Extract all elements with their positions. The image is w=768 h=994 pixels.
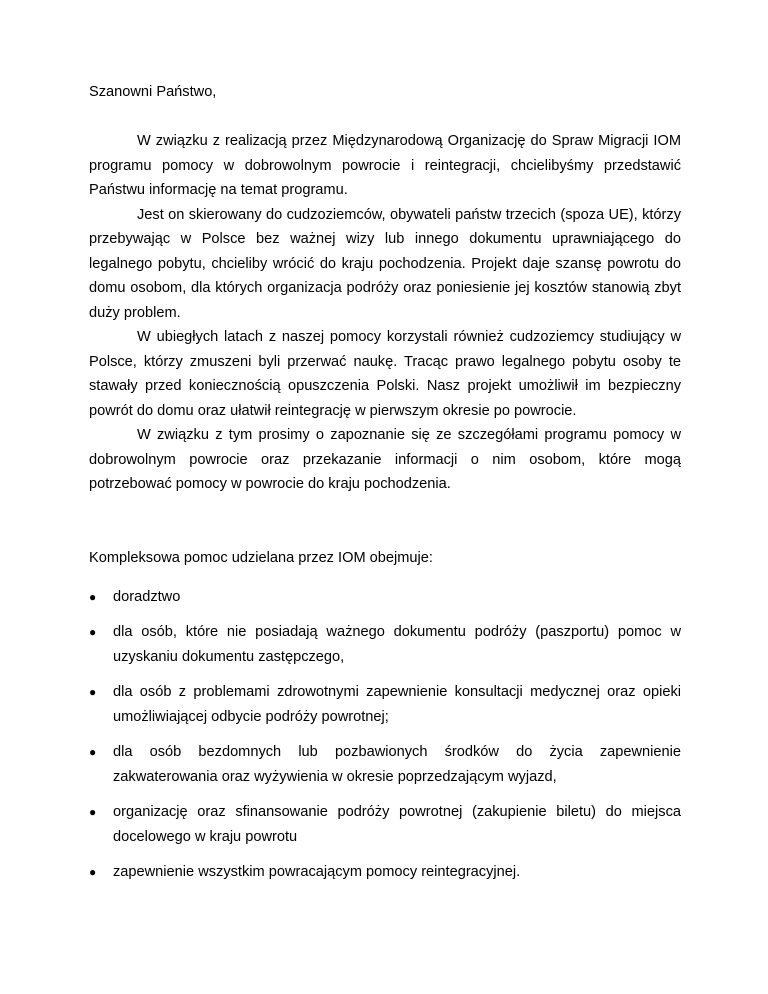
bullet-icon: ● [89,590,97,604]
list-item [89,740,681,790]
list-item [89,860,681,885]
paragraph: Jest on skierowany do cudzoziemców, obywateli państw trzecich (spoza UE), którzy przebywając w Polsce bez ważnej wizy lub innego dokumentu uprawniającego do legalnego pobytu, chcieliby wrócić do kraju pochodzenia. Projekt daje szansę powrotu do domu osobom, dla których organizacja podróży oraz poniesienie jej kosztów stanowią zbyt duży problem. [89,206,681,321]
list-intro: Kompleksowa pomoc udzielana przez IOM obejmuje: [89,549,433,566]
list-item [89,680,681,730]
paragraph-spacer [89,497,681,546]
list-item-text: doradztwo [113,589,181,605]
list-item [89,620,681,670]
bullet-icon: ● [89,745,97,759]
bullet-icon: ● [89,805,97,819]
list-item [89,800,681,850]
bullet-icon: ● [89,685,97,699]
list-item-text: dla osób z problemami zdrowotnymi zapewnienie konsultacji medycznej oraz opieki umożliwiającej odbycie podróży powrotnej; [113,684,681,725]
greeting: Szanowni Państwo, [89,84,217,100]
list-item [89,585,681,610]
paragraph: W związku z tym prosimy o zapoznanie się ze szczegółami programu pomocy w dobrowolnym powrocie oraz przekazanie informacji o nim osobom, które mogą potrzebować pomocy w powrocie do kraju pochodzenia. [89,427,681,492]
paragraph: W związku z realizacją przez Międzynarodową Organizację do Spraw Migracji IOM programu pomocy w dobrowolnym powrocie i reintegracji, chcielibyśmy przedstawić Państwu informację na temat programu. [89,133,681,198]
list-item-text: zapewnienie wszystkim powracającym pomocy reintegracyjnej. [113,864,521,880]
list-item-text: dla osób, które nie posiadają ważnego dokumentu podróży (paszportu) pomoc w uzyskaniu dokumentu zastępczego, [113,624,681,665]
bullet-icon: ● [89,865,97,879]
letter-body [89,80,681,895]
paragraph: W ubiegłych latach z naszej pomocy korzystali również cudzoziemcy studiujący w Polsce, którzy zmuszeni byli przerwać naukę. Tracąc prawo legalnego pobytu osoby te stawały przed koniecznością opuszczenia Polski. Nasz projekt umożliwił im bezpieczny powrót do domu oraz ułatwił reintegrację w pierwszym okresie po powrocie. [89,329,681,419]
list-item-text: organizację oraz sfinansowanie podróży powrotnej (zakupienie biletu) do miejsca docelowego w kraju powrotu [113,804,681,845]
bullet-icon: ● [89,625,97,639]
benefits-list [89,585,681,885]
list-item-text: dla osób bezdomnych lub pozbawionych środków do życia zapewnienie zakwaterowania oraz wyżywienia w okresie poprzedzającym wyjazd, [113,744,681,785]
